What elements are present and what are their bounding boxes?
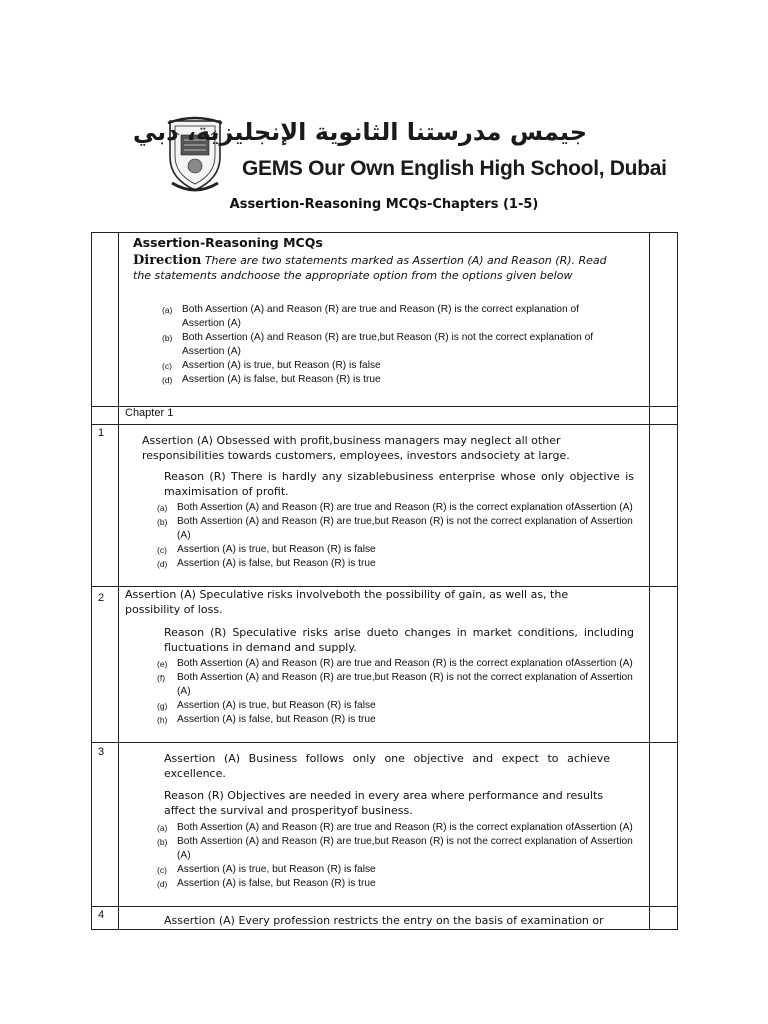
assertion-text: Assertion (A) Business follows only one objective and expect to achieve excellence. [164,752,610,780]
mcq-table [91,232,678,930]
direction-label: Direction [133,253,202,268]
direction-body: There are two statements marked as Assertion (A) and Reason (R). Read the statements andchoose the appropriate option from the options given below [133,254,607,282]
reason-text: Reason (R) Speculative risks arise dueto changes in market conditions, including fluctuations in demand and supply. [164,626,634,654]
option-item: (d) Assertion (A) is false, but Reason (R) is true [157,878,376,889]
option-item: (c) Assertion (A) is true, but Reason (R) is false [157,544,376,555]
assertion-text: Assertion (A) Every profession restricts the entry on the basis of examination or [164,914,604,927]
option-item: (d) Assertion (A) is false, but Reason (R) is true [157,558,376,569]
reason-text: Reason (R) Objectives are needed in every area where performance and results affect the survival and prosperityof business. [164,789,604,817]
option-item: (h) Assertion (A) is false, but Reason (R) is true [157,714,376,725]
option-item: (c) Assertion (A) is true, but Reason (R) is false [162,360,381,371]
question-options [157,501,642,571]
question-number: 2 [98,592,105,604]
document-title: Assertion-Reasoning MCQs-Chapters (1-5) [229,197,539,212]
option-item: (c) Assertion (A) is true, but Reason (R) is false [157,864,376,875]
section-heading: Assertion-Reasoning MCQs [133,235,323,250]
option-item: (e) Both Assertion (A) and Reason (R) are true and Reason (R) is the correct explanation ofAssertion (A) [157,658,633,669]
question-number: 4 [98,909,105,921]
question-number: 1 [98,427,105,439]
option-item: (a) Both Assertion (A) and Reason (R) are true and Reason (R) is the correct explanation ofAssertion (A) [157,502,633,513]
assertion-text: Assertion (A) Obsessed with profit,business managers may neglect all other responsibilities towards customers, employees, investors andsociety at large. [142,434,570,462]
option-item: (b) Both Assertion (A) and Reason (R) are true,but Reason (R) is not the correct explanation of Assertion (A) [162,332,594,357]
option-item: (a) Both Assertion (A) and Reason (R) are true and Reason (R) is the correct explanation ofAssertion (A) [157,822,633,833]
option-item: (f) Both Assertion (A) and Reason (R) are true,but Reason (R) is not the correct explanation of Assertion (A) [157,672,633,697]
question-options [157,657,642,727]
intro-options [162,303,622,387]
option-item: (d) Assertion (A) is false, but Reason (R) is true [162,374,381,385]
school-name-arabic: جيمس مدرستنا الثانوية الإنجليزية، دبي [132,118,587,146]
direction-text [133,253,611,283]
question-number: 3 [98,746,105,758]
option-item: (g) Assertion (A) is true, but Reason (R) is false [157,700,376,711]
school-name: GEMS Our Own English High School, Dubai [242,157,667,180]
option-item: (b) Both Assertion (A) and Reason (R) are true,but Reason (R) is not the correct explanation of Assertion (A) [157,516,633,541]
option-item: (b) Both Assertion (A) and Reason (R) are true,but Reason (R) is not the correct explanation of Assertion (A) [157,836,633,861]
question-options [157,821,642,891]
chapter-label: Chapter 1 [125,407,174,419]
assertion-text: Assertion (A) Speculative risks involveboth the possibility of gain, as well as, the possibility of loss. [125,588,569,616]
reason-text: Reason (R) There is hardly any sizablebusiness enterprise whose only objective is maximisation of profit. [164,470,634,498]
option-item: (a) Both Assertion (A) and Reason (R) are true and Reason (R) is the correct explanation of Assertion (A) [162,304,579,329]
